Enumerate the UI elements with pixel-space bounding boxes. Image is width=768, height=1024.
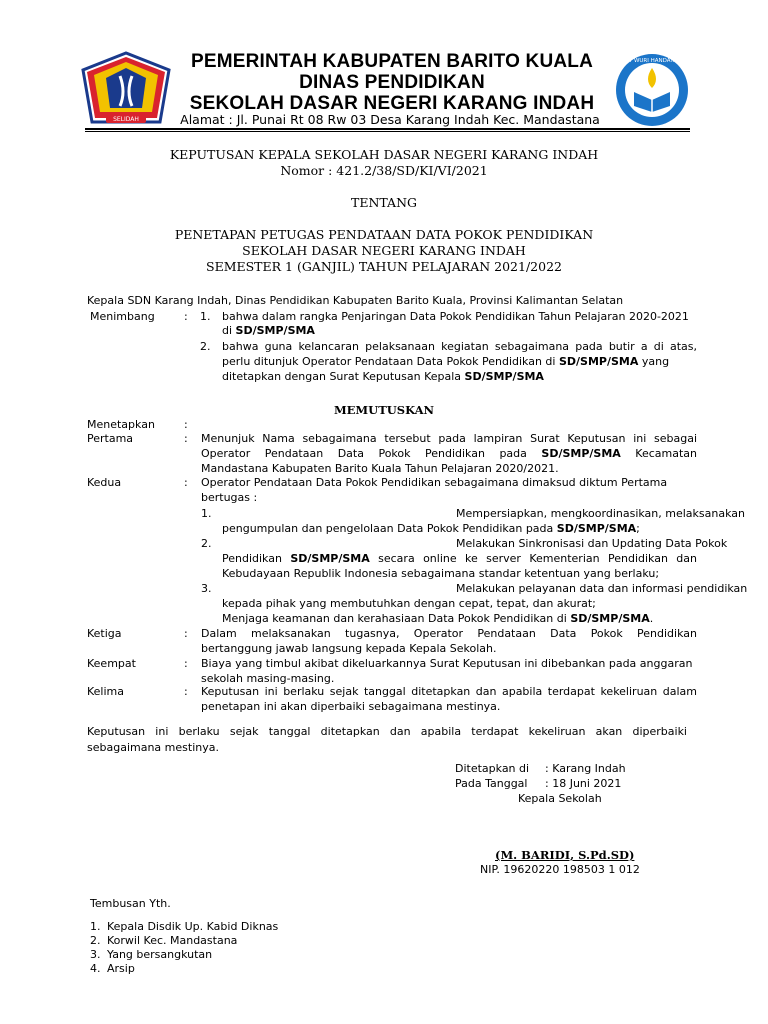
menimbang-item1-line2-text: di [222,324,236,337]
subject-line3: SEMESTER 1 (GANJIL) TAHUN PELAJARAN 2021/2022 [206,259,562,274]
pertama-line2 [201,447,697,460]
signature-name: (M. BARIDI, S.Pd.SD) [495,848,635,862]
menimbang-item2-line1: bahwa guna kelancaran pelaksanaan kegiatan sebagaimana pada butir a di atas, [222,340,697,353]
kedua-task2-line1: Melakukan Sinkronisasi dan Updating Data Pokok [456,537,728,550]
about-heading: TENTANG [350,195,417,210]
tembusan-num-1: 1. [90,920,101,933]
kedua-task1-line1: Mempersiapkan, mengkoordinasikan, melaksanakan [456,507,745,520]
ketiga-label: Ketiga [87,627,122,640]
menimbang-item1-line1: bahwa dalam rangka Penjaringan Data Pokok Pendidikan Tahun Pelajaran 2020-2021 [222,310,689,323]
kedua-colon: : [184,476,188,489]
letterhead-line2: DINAS PENDIDIKAN [299,72,485,93]
kedua-task4-text: Menjaga keamanan dan kerahasiaan Data Pokok Pendidikan di [222,612,571,625]
closing-line1: Keputusan ini berlaku sejak tanggal ditetapkan dan apabila terdapat kekeliruan akan diperbaiki [87,725,687,738]
menetapkan-label: Menetapkan [87,418,155,431]
kedua-task2-bold: SD/SMP/SMA [290,552,370,565]
menimbang-item2-line3 [222,370,544,383]
signature-position: Kepala Sekolah [518,792,602,805]
signature-place-value: : Karang Indah [545,762,626,775]
decision-title: KEPUTUSAN KEPALA SEKOLAH DASAR NEGERI KARANG INDAH [169,147,599,162]
kelima-line2: penetapan ini akan diperbaiki sebagaimana mestinya. [201,700,501,713]
kedua-task1-line2-text: pengumpulan dan pengelolaan Data Pokok Pendidikan pada [222,522,557,535]
menimbang-item2-line2 [222,355,669,368]
pertama-line1: Menunjuk Nama sebagaimana tersebut pada lampiran Surat Keputusan ini sebagai [201,432,697,445]
ketiga-line1: Dalam melaksanakan tugasnya, Operator Pendataan Data Pokok Pendidikan [201,627,697,640]
kedua-task2-line3: Kebudayaan Republik Indonesia sebagaimana standar ketentuan yang berlaku; [222,567,660,580]
menimbang-item2-line3-text: ditetapkan dengan Surat Keputusan Kepala [222,370,465,383]
ketiga-colon: : [184,627,188,640]
decision-number: Nomor : 421.2/38/SD/KI/VI/2021 [280,163,488,178]
signature-date-value: : 18 Juni 2021 [545,777,622,790]
menimbang-item2-bold: SD/SMP/SMA [558,355,639,368]
tembusan-num-2: 2. [90,934,101,947]
memutuskan-heading: MEMUTUSKAN [333,403,435,417]
signature-nip: NIP. 19620220 198503 1 012 [480,863,640,876]
subject-line1: PENETAPAN PETUGAS PENDATAAN DATA POKOK PENDIDIKAN [174,227,594,242]
kedua-num3: 3. [201,582,212,595]
pertama-colon: : [184,432,188,445]
keempat-colon: : [184,657,188,670]
kelima-colon: : [184,685,188,698]
menimbang-item1-line2 [222,324,315,337]
regency-logo-text: SELIDAH [113,116,139,123]
menimbang-item1-bold: SD/SMP/SMA [235,324,315,337]
menimbang-item2-line2-post: yang [638,355,670,368]
letterhead-line1: PEMERINTAH KABUPATEN BARITO KUALA [190,51,594,72]
tut-wuri-text: TUT WURI HANDAYANI [621,58,683,64]
closing-line2: sebagaimana mestinya. [87,741,219,754]
letterhead-rule-thick [85,128,690,130]
subject-line2: SEKOLAH DASAR NEGERI KARANG INDAH [242,243,526,258]
kedua-task3-line2: kepada pihak yang membutuhkan dengan cepat, tepat, dan akurat; [222,597,596,610]
pertama-label: Pertama [87,432,134,445]
pertama-line2-post: Kecamatan [620,447,697,460]
letterhead-rule-thin [85,131,690,132]
keempat-label: Keempat [87,657,136,670]
tembusan-item-4: Arsip [107,962,135,975]
letterhead-address: Alamat : Jl. Punai Rt 08 Rw 03 Desa Karang Indah Kec. Mandastana [180,112,600,127]
intro-text: Kepala SDN Karang Indah, Dinas Pendidikan Kabupaten Barito Kuala, Provinsi Kalimantan Selatan [87,294,624,307]
menimbang-colon: : [184,310,188,323]
signature-date-label: Pada Tanggal [455,777,528,790]
tut-wuri-handayani-logo [612,52,692,128]
kelima-line1: Keputusan ini berlaku sejak tanggal ditetapkan dan apabila terdapat kekeliruan dalam [201,685,697,698]
kedua-task2-post: secara online ke server Kementerian Pendidikan dan [369,552,698,565]
kelima-label: Kelima [87,685,125,698]
ketiga-line2: bertanggung jawab langsung kepada Kepala Sekolah. [201,642,497,655]
menetapkan-colon: : [184,418,188,431]
kedua-num1: 1. [201,507,212,520]
pertama-line2-text: Operator Pendataan Data Pokok Pendidikan pada [201,447,542,460]
tembusan-num-4: 4. [90,962,101,975]
menimbang-num1: 1. [200,310,211,323]
kedua-task1-line2 [222,522,640,535]
kedua-label: Kedua [87,476,122,489]
menimbang-item2-line2-text: perlu ditunjuk Operator Pendataan Data Pokok Pendidikan di [222,355,559,368]
kedua-task3-line1: Melakukan pelayanan data dan informasi pendidikan [456,582,748,595]
kedua-task4-post: . [649,612,654,625]
tembusan-item-2: Korwil Kec. Mandastana [107,934,238,947]
menimbang-num2: 2. [200,340,211,353]
letterhead-line3: SEKOLAH DASAR NEGERI KARANG INDAH [189,93,595,114]
pertama-line2-bold: SD/SMP/SMA [541,447,621,460]
kedua-line1: Operator Pendataan Data Pokok Pendidikan sebagaimana dimaksud diktum Pertama [201,476,668,489]
regency-logo [80,50,172,130]
kedua-task4 [222,612,653,625]
kedua-num2: 2. [201,537,212,550]
menimbang-label: Menimbang [90,310,155,323]
tembusan-item-3: Yang bersangkutan [107,948,213,961]
kedua-task2-line2 [222,552,697,565]
menimbang-item2-line3-bold: SD/SMP/SMA [464,370,544,383]
kedua-task4-bold: SD/SMP/SMA [570,612,650,625]
kedua-task2-line2-text: Pendidikan [222,552,291,565]
kedua-line2: bertugas : [201,491,258,504]
keempat-line1: Biaya yang timbul akibat dikeluarkannya Surat Keputusan ini dibebankan pada anggaran [201,657,693,670]
kedua-task1-post: ; [636,522,640,535]
tembusan-item-1: Kepala Disdik Up. Kabid Diknas [107,920,279,933]
keempat-line2: sekolah masing-masing. [201,672,335,685]
kedua-task1-bold: SD/SMP/SMA [556,522,637,535]
tembusan-title: Tembusan Yth. [90,897,171,910]
tembusan-num-3: 3. [90,948,101,961]
signature-place-label: Ditetapkan di [455,762,530,775]
pertama-line3: Mandastana Kabupaten Barito Kuala Tahun Pelajaran 2020/2021. [201,462,559,475]
